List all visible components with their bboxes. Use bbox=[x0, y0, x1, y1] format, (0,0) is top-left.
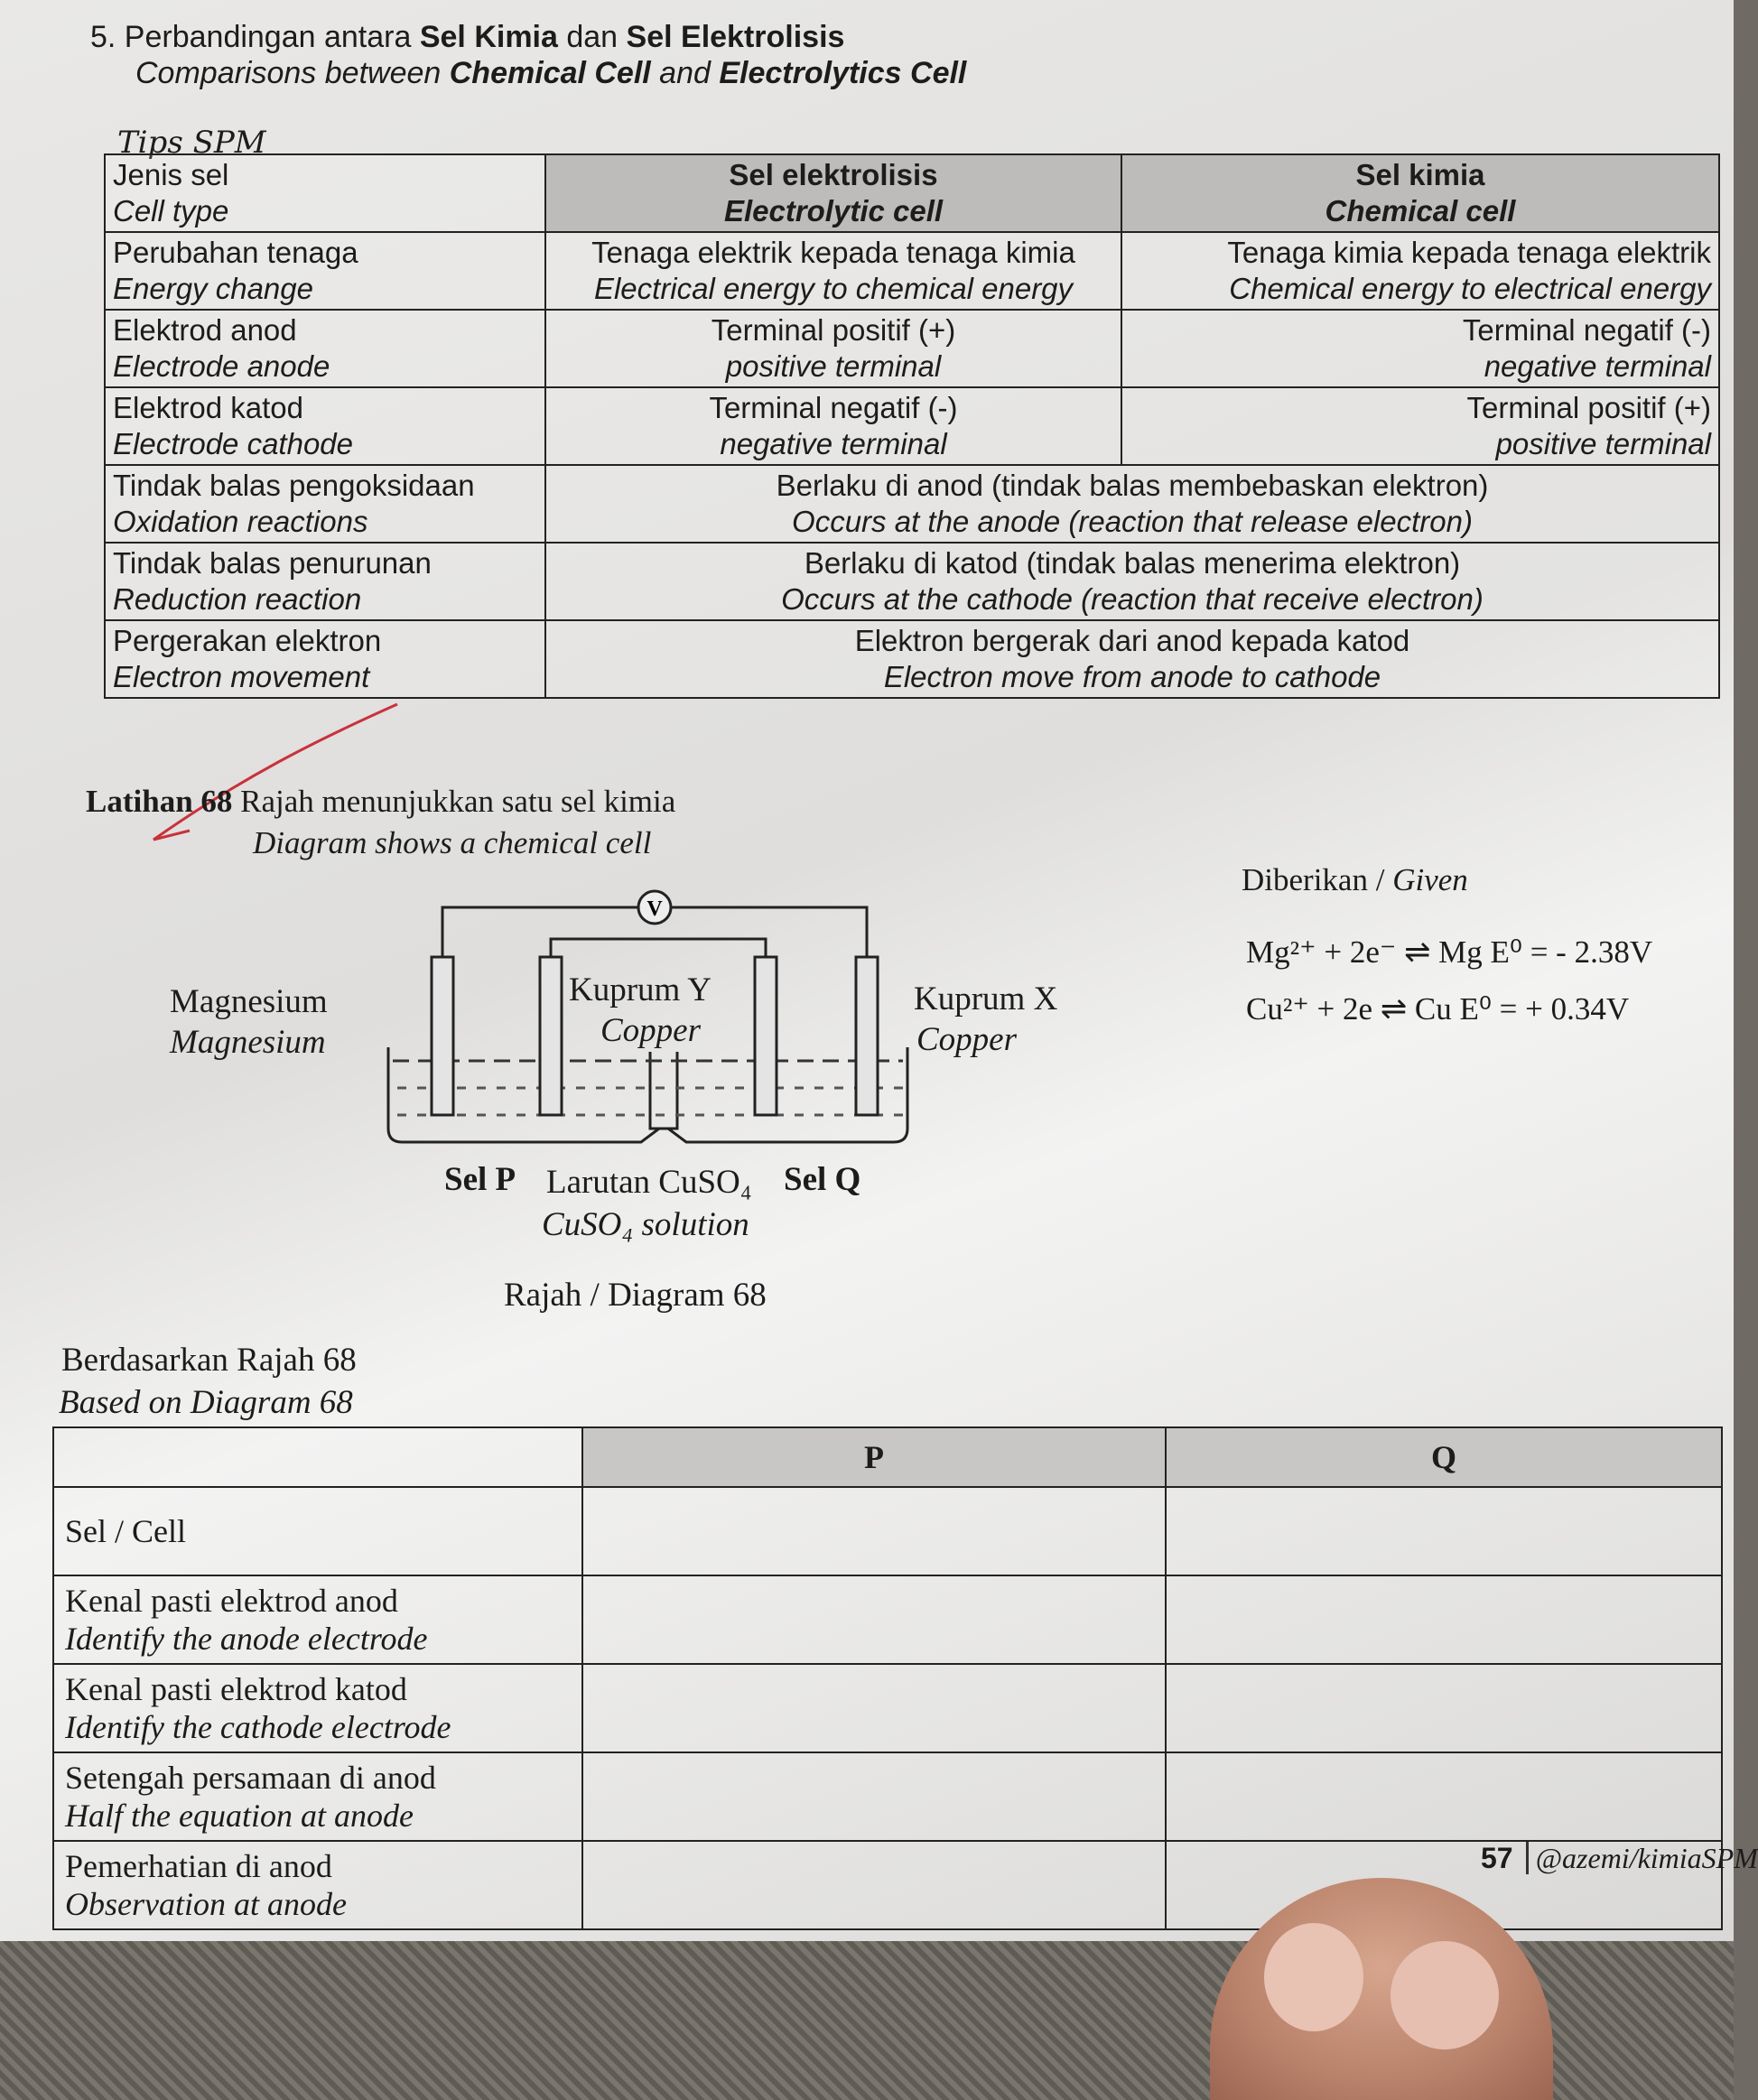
value-ms: Terminal positif (+) bbox=[1466, 391, 1711, 424]
label-kuprum-y-en: Copper bbox=[600, 1012, 701, 1049]
label-ms: Elektrod anod bbox=[113, 313, 297, 347]
table-row bbox=[53, 1752, 1722, 1841]
shared-value bbox=[545, 465, 1719, 543]
answer-cell-p[interactable] bbox=[582, 1575, 1166, 1664]
header-col1-ms: Jenis sel bbox=[113, 158, 229, 191]
label-ms: Pemerhatian di anod bbox=[65, 1848, 332, 1884]
answer-intro-en: Based on Diagram 68 bbox=[59, 1384, 353, 1421]
subtitle-mid: and bbox=[650, 56, 720, 90]
header-blank bbox=[53, 1427, 582, 1487]
answer-cell-q[interactable] bbox=[1166, 1752, 1722, 1841]
label-en: Oxidation reactions bbox=[113, 505, 368, 538]
value-ms: Berlaku di katod (tindak balas menerima elektron) bbox=[804, 546, 1461, 580]
author-handle: @azemi/kimiaSPM bbox=[1526, 1842, 1758, 1874]
label-en: Identify the anode electrode bbox=[65, 1621, 428, 1657]
thumbnail-left bbox=[1264, 1923, 1363, 2031]
exercise-text-en: Diagram shows a chemical cell bbox=[253, 825, 652, 860]
label-ms: Kenal pasti elektrod anod bbox=[65, 1583, 398, 1619]
header-col2-ms: Sel elektrolisis bbox=[729, 158, 938, 191]
answer-intro-ms: Berdasarkan Rajah 68 bbox=[61, 1342, 357, 1379]
row-label bbox=[53, 1487, 582, 1575]
header-q: Q bbox=[1166, 1427, 1722, 1487]
table-row bbox=[105, 620, 1719, 698]
label-en: Half the equation at anode bbox=[65, 1798, 414, 1834]
answer-cell-p[interactable] bbox=[582, 1487, 1166, 1575]
label-en: Electrode cathode bbox=[113, 427, 354, 460]
subtitle-bold-2: Electrolytics Cell bbox=[719, 56, 967, 90]
label-ms: Tindak balas penurunan bbox=[113, 546, 432, 580]
table-row bbox=[105, 465, 1719, 543]
label-magnesium-en: Magnesium bbox=[170, 1024, 326, 1061]
label-en: Identify the cathode electrode bbox=[65, 1709, 451, 1745]
header-col1-en: Cell type bbox=[113, 194, 229, 228]
given-label bbox=[1242, 862, 1468, 898]
label-ms: Perubahan tenaga bbox=[113, 236, 358, 269]
value-en: Occurs at the cathode (reaction that receive electron) bbox=[781, 582, 1484, 616]
header-col3-ms: Sel kimia bbox=[1355, 158, 1485, 191]
page-number: 57 bbox=[1481, 1842, 1513, 1874]
diagram-caption: Rajah / Diagram 68 bbox=[504, 1277, 767, 1314]
equation-cu: Cu²⁺ + 2e ⇌ Cu E⁰ = + 0.34V bbox=[1246, 991, 1630, 1027]
subtitle-prefix: Comparisons between bbox=[135, 56, 450, 90]
table-row bbox=[53, 1487, 1722, 1575]
value-en: positive terminal bbox=[1495, 427, 1711, 460]
row-label bbox=[105, 387, 545, 465]
value-en: negative terminal bbox=[1484, 349, 1711, 383]
page-footer bbox=[1481, 1842, 1758, 1875]
electrolytic-value bbox=[545, 387, 1121, 465]
table-row bbox=[105, 387, 1719, 465]
answer-cell-q[interactable] bbox=[1166, 1575, 1722, 1664]
answer-table bbox=[52, 1426, 1723, 1930]
table-row bbox=[53, 1575, 1722, 1664]
title-bold-2: Sel Elektrolisis bbox=[626, 20, 845, 54]
header-p: P bbox=[582, 1427, 1166, 1487]
connecting-wire bbox=[551, 939, 766, 957]
title-mid: dan bbox=[557, 20, 627, 54]
electrolytic-value bbox=[545, 232, 1121, 310]
question-title bbox=[90, 20, 844, 55]
label-en: Reduction reaction bbox=[113, 582, 362, 616]
thumbnail-right bbox=[1391, 1941, 1499, 2049]
label-kuprum-x-en: Copper bbox=[916, 1021, 1017, 1058]
label-en: Observation at anode bbox=[65, 1886, 347, 1922]
label-ms: Setengah persamaan di anod bbox=[65, 1760, 436, 1796]
copper-x-electrode-left bbox=[755, 957, 777, 1115]
label-ms: Elektrod katod bbox=[113, 391, 303, 424]
chemical-value bbox=[1121, 232, 1719, 310]
question-subtitle bbox=[135, 56, 966, 91]
row-label bbox=[53, 1752, 582, 1841]
answer-cell-p[interactable] bbox=[582, 1664, 1166, 1752]
value-ms: Terminal negatif (-) bbox=[709, 391, 958, 424]
value-ms: Tenaga elektrik kepada tenaga kimia bbox=[591, 236, 1075, 269]
label-ms: Sel / Cell bbox=[65, 1513, 186, 1549]
label-en: Energy change bbox=[113, 272, 313, 305]
shared-value bbox=[545, 620, 1719, 698]
chemical-value bbox=[1121, 387, 1719, 465]
shared-value bbox=[545, 543, 1719, 620]
answer-header-row bbox=[53, 1427, 1722, 1487]
porous-divider bbox=[650, 1052, 677, 1129]
value-ms: Elektron bergerak dari anod kepada katod bbox=[854, 624, 1410, 657]
value-en: Chemical energy to electrical energy bbox=[1229, 272, 1711, 305]
label-cell-q: Sel Q bbox=[784, 1161, 861, 1198]
equation-mg: Mg²⁺ + 2e⁻ ⇌ Mg E⁰ = - 2.38V bbox=[1246, 934, 1653, 970]
voltmeter-label: V bbox=[646, 897, 663, 921]
comparison-header-row bbox=[105, 154, 1719, 232]
label-en: Electrode anode bbox=[113, 349, 330, 383]
exercise-label: Latihan 68 bbox=[86, 784, 233, 819]
electrolytic-value bbox=[545, 310, 1121, 387]
row-label bbox=[53, 1841, 582, 1929]
header-col3-en: Chemical cell bbox=[1325, 194, 1516, 228]
label-kuprum-x: Kuprum X bbox=[914, 980, 1058, 1017]
answer-cell-p[interactable] bbox=[582, 1841, 1166, 1929]
header-cell-type bbox=[105, 154, 545, 232]
label-kuprum-y: Kuprum Y bbox=[569, 971, 712, 1008]
label-ms: Tindak balas pengoksidaan bbox=[113, 469, 475, 502]
answer-cell-q[interactable] bbox=[1166, 1487, 1722, 1575]
exercise-heading bbox=[86, 784, 675, 820]
header-electrolytic bbox=[545, 154, 1121, 232]
value-en: Occurs at the anode (reaction that release electron) bbox=[792, 505, 1473, 538]
answer-cell-q[interactable] bbox=[1166, 1664, 1722, 1752]
header-chemical bbox=[1121, 154, 1719, 232]
label-solution-en: CuSO₄ solution bbox=[542, 1206, 749, 1243]
table-row bbox=[53, 1664, 1722, 1752]
subtitle-bold-1: Chemical Cell bbox=[449, 56, 651, 90]
row-label bbox=[105, 310, 545, 387]
value-ms: Tenaga kimia kepada tenaga elektrik bbox=[1227, 236, 1711, 269]
row-label bbox=[53, 1664, 582, 1752]
value-ms: Berlaku di anod (tindak balas membebaskan elektron) bbox=[776, 469, 1489, 502]
value-ms: Terminal positif (+) bbox=[711, 313, 956, 347]
title-prefix: 5. Perbandingan antara bbox=[90, 20, 420, 54]
label-ms: Kenal pasti elektrod katod bbox=[65, 1671, 407, 1707]
row-label bbox=[53, 1575, 582, 1664]
row-label bbox=[105, 465, 545, 543]
value-en: Electron move from anode to cathode bbox=[883, 660, 1381, 693]
value-en: Electrical energy to chemical energy bbox=[593, 272, 1074, 305]
exercise-text-ms: Rajah menunjukkan satu sel kimia bbox=[240, 784, 676, 819]
value-ms: Terminal negatif (-) bbox=[1462, 313, 1711, 347]
label-en: Electron movement bbox=[113, 660, 370, 693]
value-en: negative terminal bbox=[720, 427, 947, 460]
given-ms: Diberikan / bbox=[1242, 862, 1393, 897]
answer-cell-p[interactable] bbox=[582, 1752, 1166, 1841]
copper-y-electrode bbox=[540, 957, 562, 1115]
magnesium-electrode bbox=[432, 957, 453, 1115]
table-row bbox=[105, 310, 1719, 387]
table-row bbox=[105, 543, 1719, 620]
tips-label: Tips SPM bbox=[117, 125, 266, 161]
row-label bbox=[105, 232, 545, 310]
label-magnesium: Magnesium bbox=[170, 983, 328, 1020]
title-bold-1: Sel Kimia bbox=[419, 20, 558, 54]
table-row bbox=[105, 232, 1719, 310]
label-solution: Larutan CuSO₄ bbox=[546, 1164, 752, 1201]
comparison-table bbox=[104, 153, 1720, 699]
header-col2-en: Electrolytic cell bbox=[723, 194, 944, 228]
value-en: positive terminal bbox=[725, 349, 942, 383]
row-label bbox=[105, 543, 545, 620]
label-cell-p: Sel P bbox=[444, 1161, 516, 1198]
chemical-value bbox=[1121, 310, 1719, 387]
row-label bbox=[105, 620, 545, 698]
copper-x-electrode-right bbox=[856, 957, 878, 1115]
label-ms: Pergerakan elektron bbox=[113, 624, 382, 657]
given-en: Given bbox=[1392, 862, 1468, 897]
